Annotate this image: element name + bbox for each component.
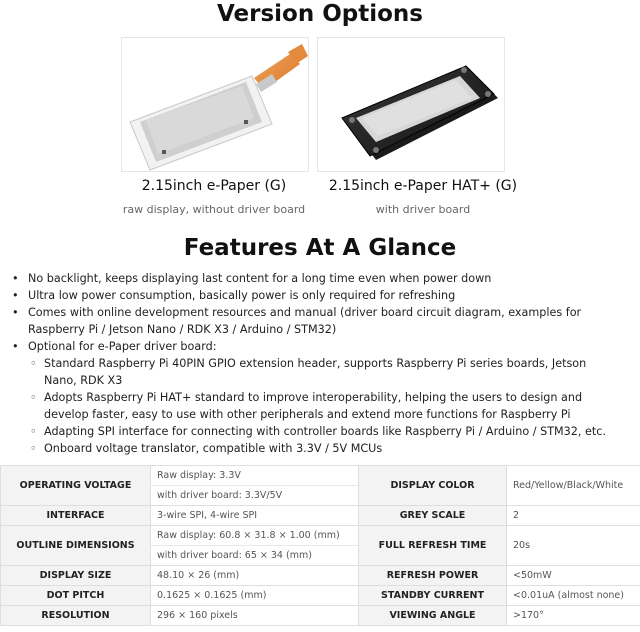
spec-value-line: Raw display: 60.8 × 31.8 × 1.00 (mm) [157, 530, 340, 541]
features-title: Features At A Glance [183, 235, 457, 261]
spec-label: FULL REFRESH TIME [359, 526, 507, 566]
spec-value-line: Raw display: 3.3V [157, 470, 241, 481]
product-image-epaper-raw[interactable] [121, 37, 309, 172]
spec-label: INTERFACE [1, 506, 151, 526]
spec-label: DISPLAY COLOR [359, 466, 507, 506]
feature-subitem: ◦ Adapting SPI interface for connecting with controller boards like Raspberry Pi / Arduino / STM32, etc. [0, 423, 640, 440]
feature-subitem: ◦ Standard Raspberry Pi 40PIN GPIO extension header, supports Raspberry Pi series boards, Jetson Nano, RDK X3 [0, 355, 640, 389]
spec-value: >170° [507, 606, 640, 626]
spec-value: 0.1625 × 0.1625 (mm) [151, 586, 359, 606]
spec-label: OPERATING VOLTAGE [1, 466, 151, 506]
version-options-title: Version Options [216, 1, 423, 27]
spec-value: <0.01uA (almost none) [507, 586, 640, 606]
spec-value: 296 × 160 pixels [151, 606, 359, 626]
spec-value-line: with driver board: 65 × 34 (mm) [151, 545, 358, 565]
product-name-epaper-raw: 2.15inch e-Paper (G) [141, 178, 287, 194]
feature-item: • Optional for e-Paper driver board: [0, 338, 640, 355]
feature-subitem: ◦ Adopts Raspberry Pi HAT+ standard to improve interoperability, helping the users to design and develop faster, easy to use with other peripherals and extend more functions for Raspberry Pi [0, 389, 640, 423]
features-list [0, 270, 640, 457]
spec-row [1, 466, 640, 506]
spec-label: RESOLUTION [1, 606, 151, 626]
spec-value [151, 466, 359, 506]
spec-table [0, 465, 640, 626]
feature-subitem: ◦ Onboard voltage translator, compatible with 3.3V / 5V MCUs [0, 440, 640, 457]
spec-label: REFRESH POWER [359, 566, 507, 586]
spec-row [1, 586, 640, 606]
spec-value: 3-wire SPI, 4-wire SPI [151, 506, 359, 526]
spec-value: Red/Yellow/Black/White [507, 466, 640, 506]
spec-value: 2 [507, 506, 640, 526]
product-desc-epaper-raw: raw display, without driver board [122, 203, 306, 216]
epaper-raw-illustration [122, 38, 308, 171]
spec-value [151, 526, 359, 566]
spec-row [1, 526, 640, 566]
spec-value: 20s [507, 526, 640, 566]
spec-label: STANDBY CURRENT [359, 586, 507, 606]
spec-value: 48.10 × 26 (mm) [151, 566, 359, 586]
product-desc-epaper-hat: with driver board [375, 203, 471, 216]
spec-value-line: with driver board: 3.3V/5V [151, 485, 358, 505]
feature-item: • Comes with online development resources and manual (driver board circuit diagram, examples for Raspberry Pi / Jetson Nano / RDK X3 / Arduino / STM32) [0, 304, 640, 338]
spec-label: OUTLINE DIMENSIONS [1, 526, 151, 566]
spec-label: GREY SCALE [359, 506, 507, 526]
feature-item: • Ultra low power consumption, basically power is only required for refreshing [0, 287, 640, 304]
product-image-epaper-hat[interactable] [317, 37, 505, 172]
feature-item: • No backlight, keeps displaying last content for a long time even when power down [0, 270, 640, 287]
product-name-epaper-hat: 2.15inch e-Paper HAT+ (G) [328, 178, 518, 194]
spec-label: DISPLAY SIZE [1, 566, 151, 586]
spec-label: DOT PITCH [1, 586, 151, 606]
spec-row [1, 606, 640, 626]
epaper-hat-illustration [318, 38, 504, 171]
spec-row [1, 506, 640, 526]
spec-row [1, 566, 640, 586]
spec-label: VIEWING ANGLE [359, 606, 507, 626]
spec-value: <50mW [507, 566, 640, 586]
